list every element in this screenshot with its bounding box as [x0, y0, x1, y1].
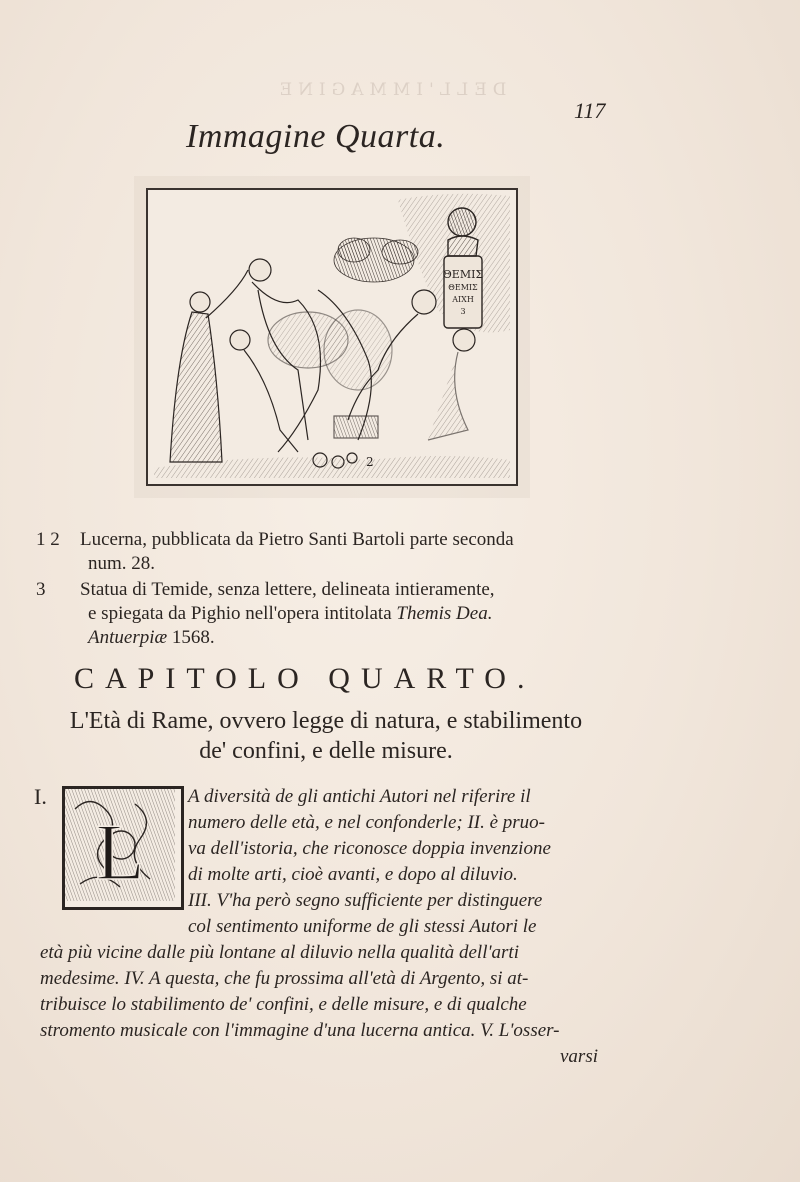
- caption-2-cont: e spiegata da Pighio nell'opera intitolata: [88, 603, 392, 624]
- chapter-title: CAPITOLO QUARTO.: [74, 662, 536, 695]
- caption-1-number: 1 2: [36, 529, 60, 550]
- caption-2-number: 3: [36, 579, 46, 600]
- caption-1: [36, 528, 514, 552]
- caption-2-cont2-italic: Antuerpiæ: [88, 627, 168, 648]
- caption-2-continuation: [36, 602, 492, 626]
- inscription-line-2: ΘΕΜΙΣ: [448, 283, 478, 292]
- decorated-initial: [62, 786, 184, 910]
- engraving-plate: [146, 188, 518, 486]
- caption-1-text: Lucerna, pubblicata da Pietro Santi Bartoli parte seconda: [80, 529, 514, 550]
- caption-2-text: Statua di Temide, senza lettere, delineata intieramente,: [80, 579, 495, 600]
- bleed-through-text: DELL'IMMAGINE: [273, 80, 507, 100]
- body-line-10: stromento musicale con l'immagine d'una lucerna antica. V. L'osser-: [40, 1020, 560, 1041]
- body-line-5: III. V'ha però segno sufficiente per distinguere: [188, 890, 543, 911]
- body-line-11: varsi: [560, 1046, 598, 1067]
- section-mark: I.: [34, 784, 47, 809]
- page-number: 117: [574, 98, 606, 123]
- body-line-2: numero delle età, e nel confonderle; II. è pruo-: [188, 812, 546, 833]
- caption-2-continuation-2: [36, 626, 215, 650]
- body-line-6: col sentimento uniforme de gli stessi Autori le: [188, 916, 537, 937]
- body-line-1: A diversità de gli antichi Autori nel riferire il: [188, 786, 531, 807]
- body-line-9: tribuisce lo stabilimento de' confini, e delle misure, e di qualche: [40, 994, 527, 1015]
- caption-1-continuation: [36, 552, 155, 576]
- engraving-illustration: [148, 190, 516, 484]
- caption-1-cont: num. 28.: [88, 553, 156, 574]
- page-heading: Immagine Quarta.: [186, 118, 446, 155]
- caption-2-cont-italic: Themis Dea.: [396, 603, 493, 624]
- body-line-3: va dell'istoria, che riconosce doppia invenzione: [188, 838, 551, 859]
- initial-letter: L: [95, 809, 145, 897]
- inscription-line-1: ΘΕΜΙΣ: [442, 268, 484, 281]
- chapter-subtitle-line-1: L'Età di Rame, ovvero legge di natura, e stabilimento: [69, 708, 583, 734]
- plate-marker: 2: [366, 455, 374, 469]
- body-line-4: di molte arti, cioè avanti, e dopo al diluvio.: [188, 864, 518, 885]
- body-line-8: medesime. IV. A questa, che fu prossima all'età di Argento, si at-: [40, 968, 529, 989]
- caption-2-cont2: 1568.: [171, 627, 215, 648]
- inscription-line-3: ΑΙΧΗ: [452, 295, 474, 304]
- chapter-subtitle-line-2: de' confini, e delle misure.: [199, 738, 453, 764]
- caption-2: [36, 578, 495, 602]
- body-line-7: età più vicine dalle più lontane al diluvio nella qualità dell'arti: [40, 942, 519, 963]
- inscription-line-4: 3: [460, 307, 466, 316]
- ornamental-initial-graphic: [65, 789, 175, 901]
- chapter-subtitle: [36, 706, 616, 766]
